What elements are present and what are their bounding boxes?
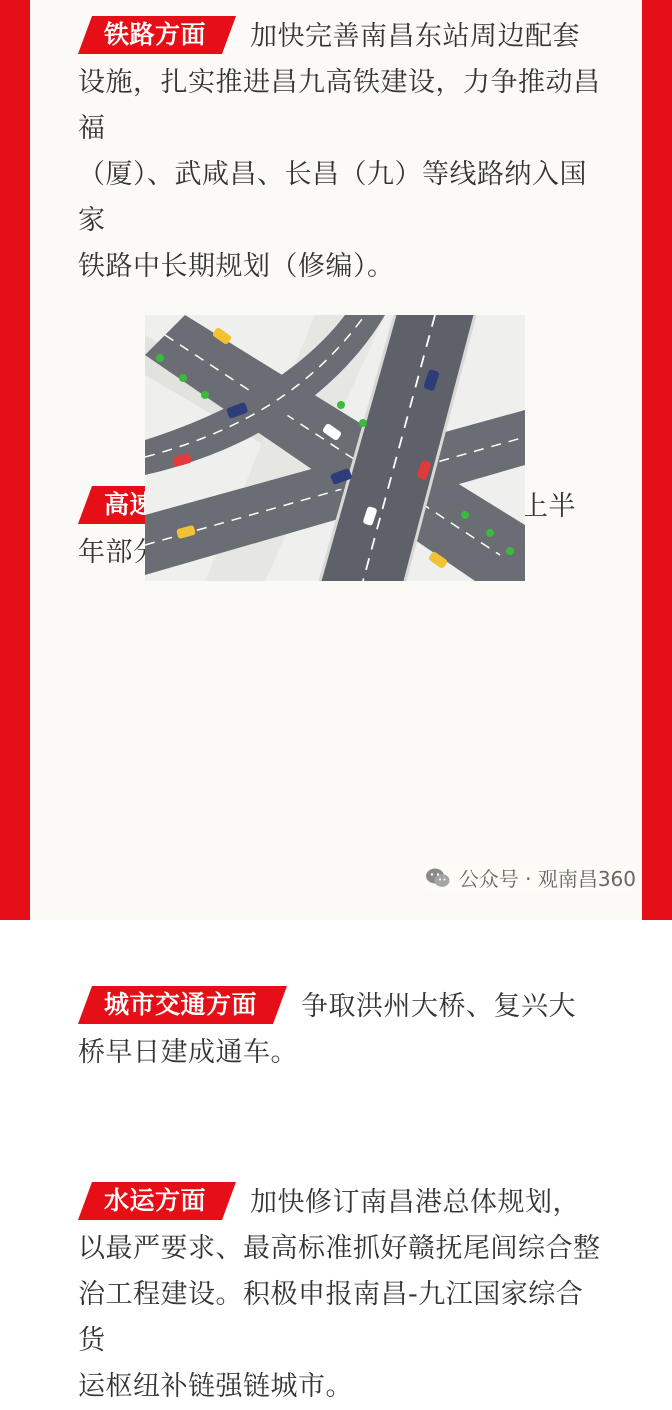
urban-line-2: 桥早日建成通车。 [78,1030,604,1076]
urban-traffic-section [78,984,604,1076]
railway-line-1: 铁路方面 加快完善南昌东站周边配套 [78,14,604,60]
account-label: 公众号 · 观南昌360 [459,863,636,892]
waterway-tag: 水运方面 [78,1182,236,1220]
railway-tag: 铁路方面 [78,16,236,54]
railway-line-4: 铁路中长期规划（修编）。 [78,244,604,290]
urban-traffic-tag: 城市交通方面 [78,986,287,1024]
waterway-line-1: 水运方面 加快修订南昌港总体规划， [78,1180,604,1226]
waterway-line-4: 运枢纽补链强链城市。 [78,1364,604,1410]
railway-section [78,14,604,290]
waterway-section [78,1180,604,1410]
railway-line-2: 设施，扎实推进昌九高铁建设，力争推动昌福 [78,60,604,152]
railway-line-3: （厦）、武咸昌、长昌（九）等线路纳入国家 [78,152,604,244]
interchange-svg [145,315,525,581]
wechat-icon [425,867,451,889]
highway-interchange-illustration [145,315,525,581]
urban-line-1: 城市交通方面 争取洪州大桥、复兴大 [78,984,604,1030]
waterway-line-2: 以最严要求、最高标准抓好赣抚尾闾综合整 [78,1226,604,1272]
account-watermark [425,863,636,892]
waterway-line-3: 治工程建设。积极申报南昌-九江国家综合货 [78,1272,604,1364]
